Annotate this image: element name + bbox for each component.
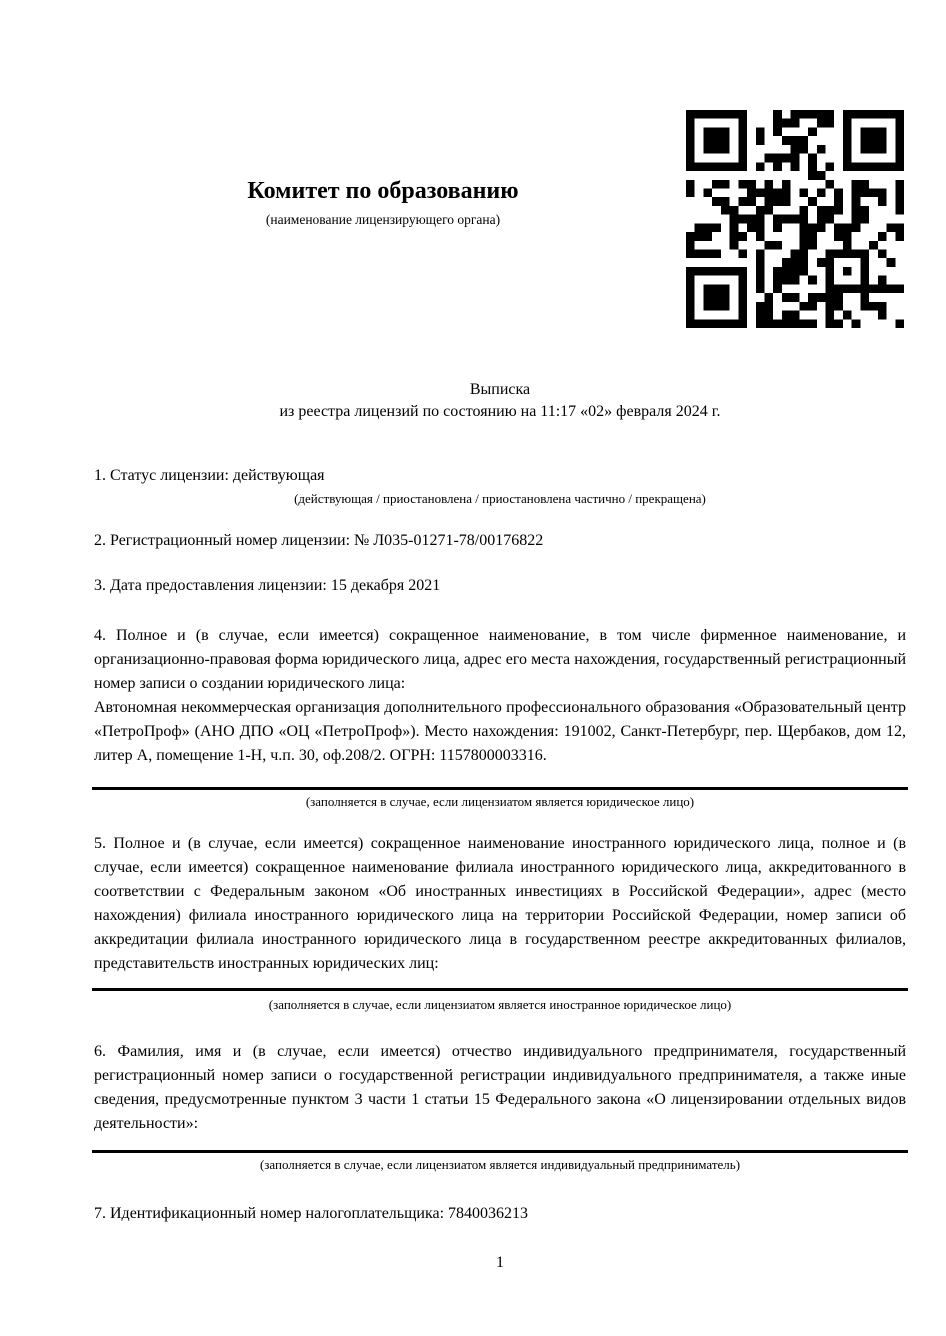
item-4-legal-entity-label: 4. Полное и (в случае, если имеется) сокращенное наименование, в том числе фирменное наименование, и организационно-правовая форма юридического лица, адрес его места нахождения, государственный регистрационный номер записи о создании юридического лица:: [94, 627, 906, 692]
header-authority-block: [94, 176, 672, 228]
fill-line-item-5: [92, 988, 908, 991]
item-5-foreign-entity-label: 5. Полное и (в случае, если имеется) сокращенное наименование иностранного юридического лица, полное и (в случае, если имеется) сокращенное наименование филиала иностранного юридического лица, аккредитованного в соответствии с Федеральным законом «Об иностранных инвестициях в Российской Федерации», адрес (место нахождения) филиала иностранного юридического лица на территории Российской Федерации, номер записи об аккредитации филиала иностранного юридического лица в государственном реестре аккредитованных филиалов, представительств иностранных юридических лиц:: [94, 835, 906, 972]
document-subtitle: из реестра лицензий по состоянию на 11:17 «02» февраля 2024 г.: [279, 402, 721, 420]
item-3-license-date: 3. Дата предоставления лицензии: 15 декабря 2021: [94, 577, 441, 594]
item-1-license-status: 1. Статус лицензии: действующая: [94, 467, 325, 484]
item-5-caption: (заполняется в случае, если лицензиатом является иностранное юридическое лицо): [268, 997, 732, 1012]
item-7-taxpayer-number: 7. Идентификационный номер налогоплательщика: 7840036213: [94, 1205, 529, 1222]
authority-caption: (наименование лицензирующего органа): [265, 212, 501, 227]
item-4-caption: (заполняется в случае, если лицензиатом является юридическое лицо): [305, 794, 695, 809]
document-title: Выписка: [469, 381, 531, 398]
authority-name: Комитет по образованию: [247, 178, 519, 204]
fill-line-item-6: [92, 1150, 908, 1153]
item-6-caption: (заполняется в случае, если лицензиатом является индивидуальный предприниматель): [259, 1157, 741, 1172]
item-4-legal-entity-value: Автономная некоммерческая организация дополнительного профессионального образования «Образовательный центр «ПетроПроф» (АНО ДПО «ОЦ «ПетроПроф»). Место нахождения: 191002, Санкт-Петербург, пер. Щербаков, дом 12, литер А, помещение 1-Н, ч.п. 30, оф.208/2. ОГРН: 1157800003316.: [94, 699, 906, 764]
item-6-entrepreneur-label: 6. Фамилия, имя и (в случае, если имеется) отчество индивидуального предпринимателя, государственный регистрационный номер записи о государственной регистрации индивидуального предпринимателя, а также иные сведения, предусмотренные пунктом 3 части 1 статьи 15 Федерального закона «О лицензировании отдельных видов деятельности»:: [94, 1043, 906, 1132]
qr-code: [686, 110, 904, 328]
page-number: 1: [496, 1254, 504, 1271]
document-title-block: [94, 379, 906, 422]
item-2-registration-number: 2. Регистрационный номер лицензии: № Л035-01271-78/00176822: [94, 532, 544, 549]
fill-line-item-4: [92, 787, 908, 790]
item-1-caption: (действующая / приостановлена / приостановлена частично / прекращена): [294, 491, 706, 506]
